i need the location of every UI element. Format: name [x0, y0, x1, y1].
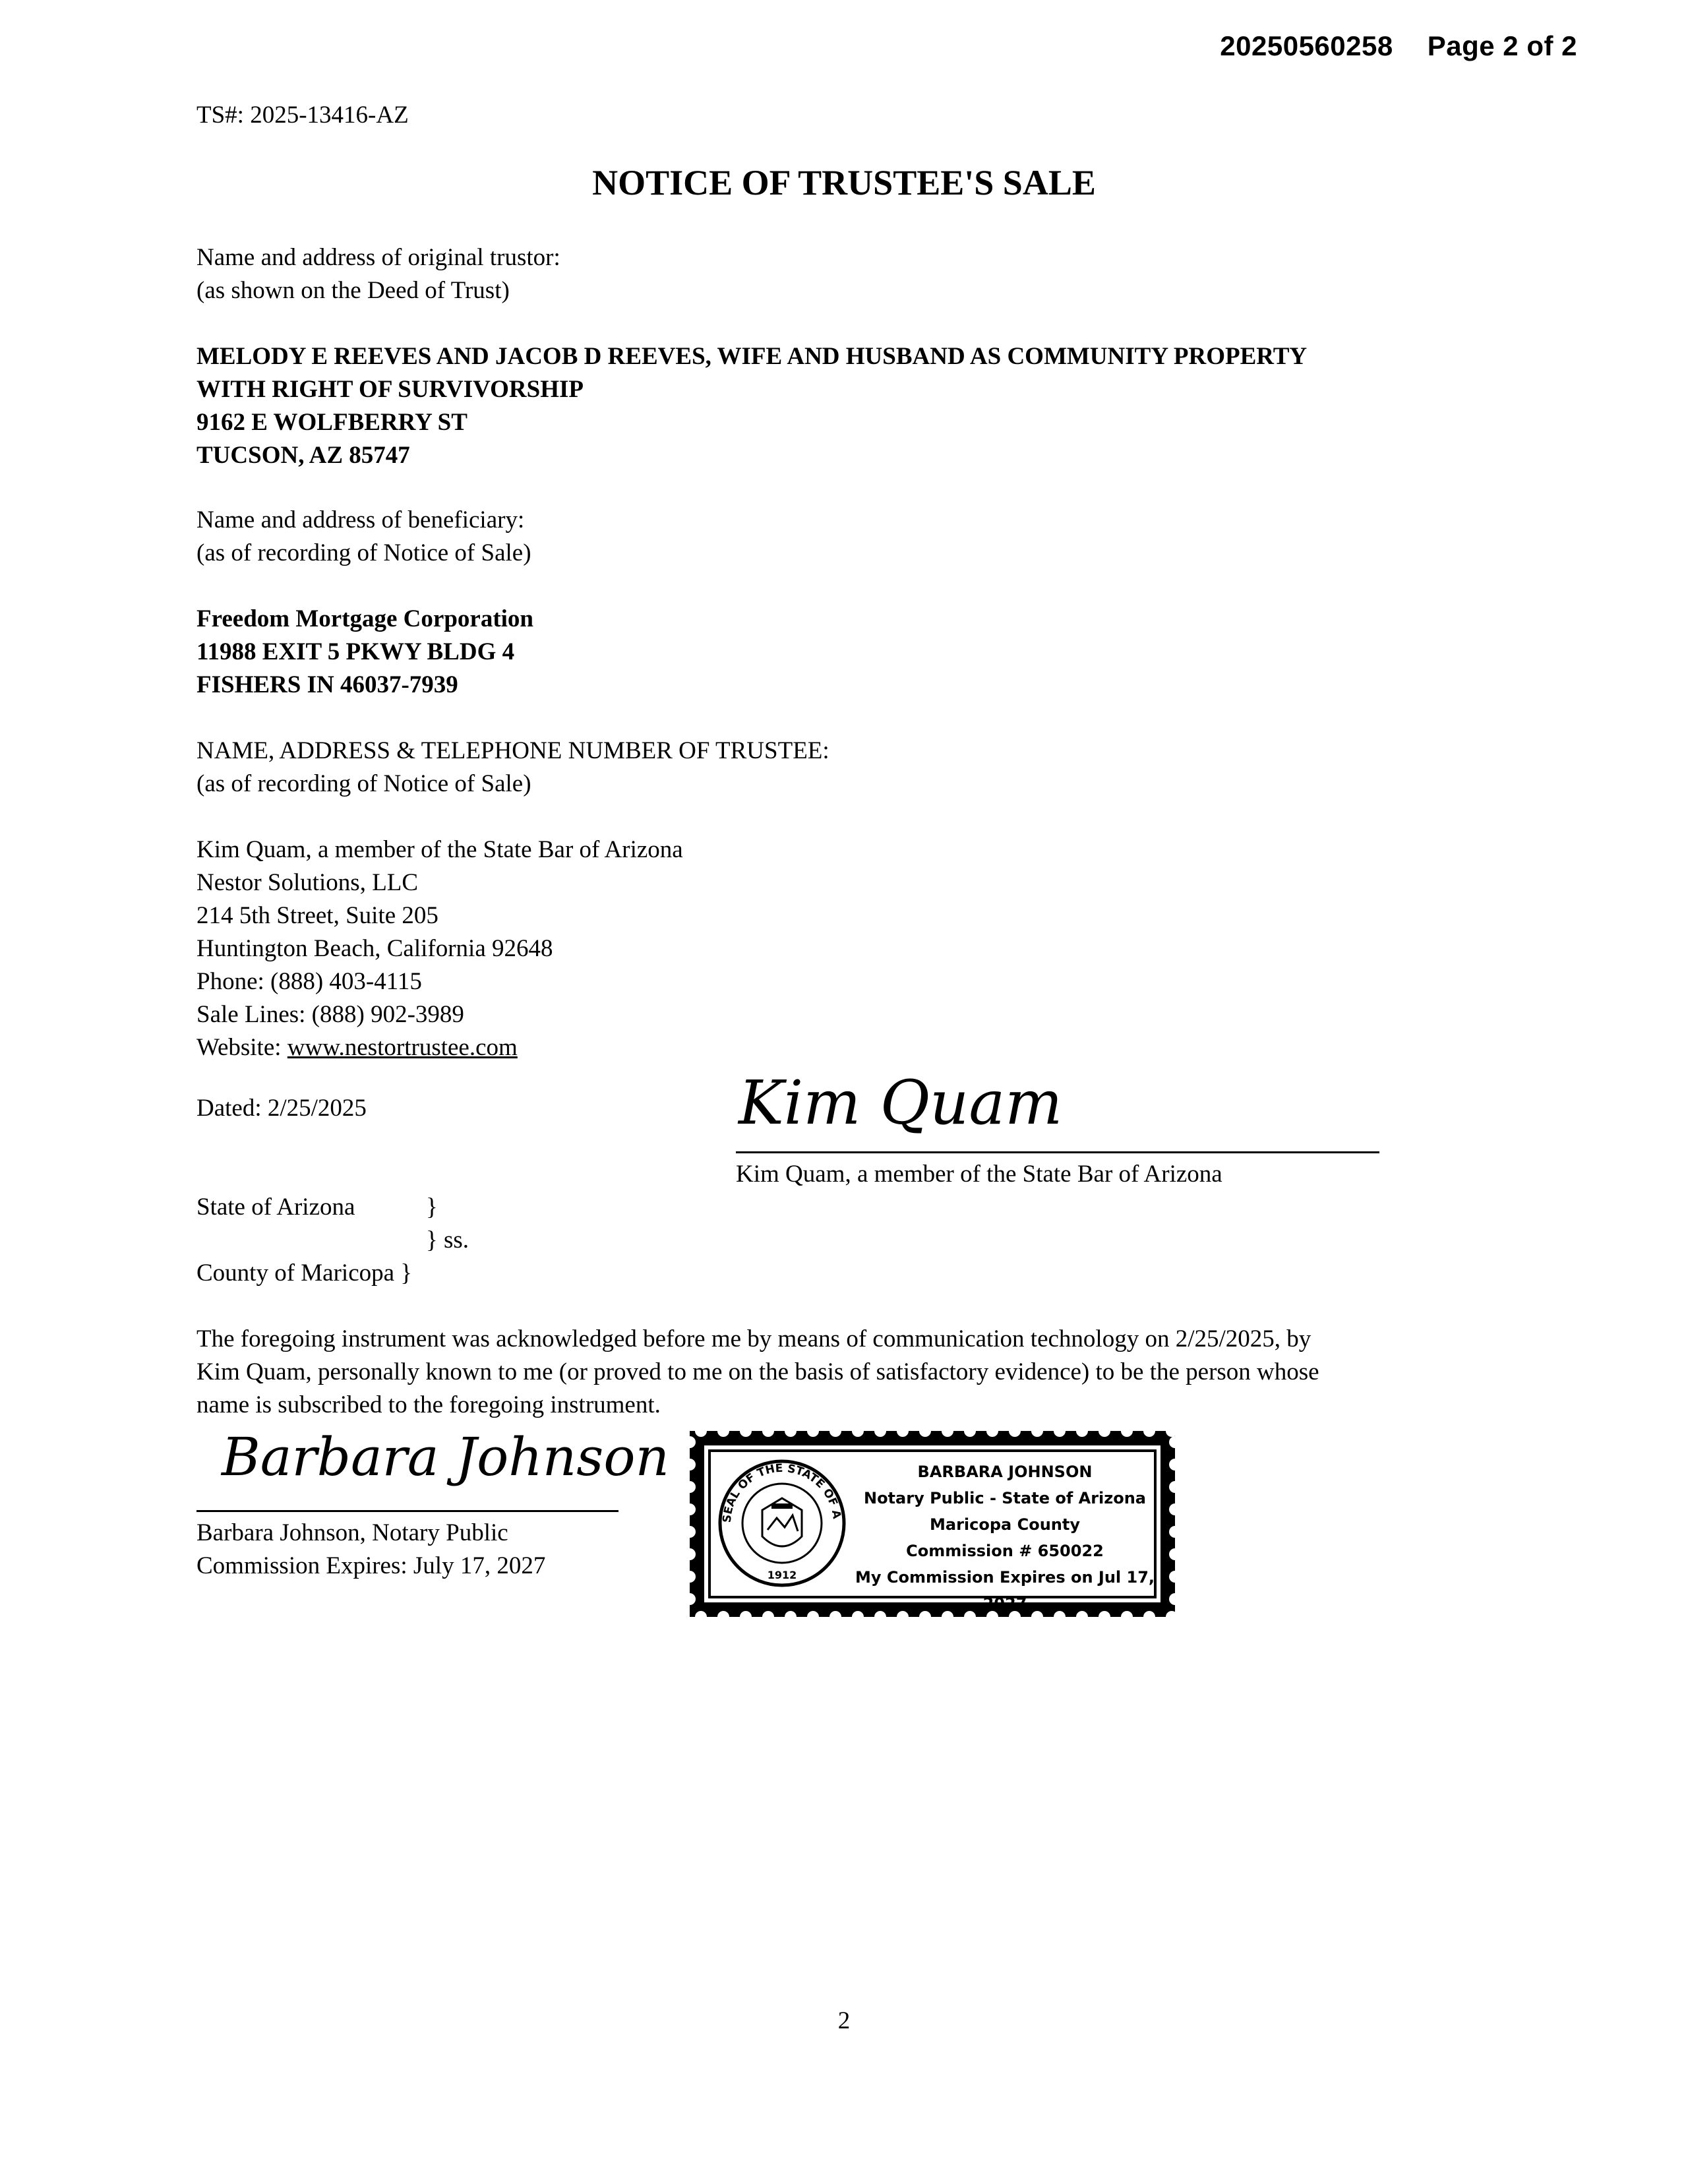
- trustee-line: Kim Quam, a member of the State Bar of Arizona: [196, 836, 683, 863]
- venue-brace: }: [426, 1194, 438, 1221]
- seal-year: 1912: [767, 1569, 797, 1581]
- notary-name-title: Barbara Johnson, Notary Public: [196, 1519, 508, 1546]
- stamp-notary-name: BARBARA JOHNSON: [917, 1463, 1093, 1481]
- ts-number: TS#: 2025-13416-AZ: [196, 102, 409, 129]
- trustor-line: 9162 E WOLFBERRY ST: [196, 409, 467, 436]
- venue-ss: } ss.: [426, 1227, 469, 1254]
- venue-state: State of Arizona: [196, 1194, 355, 1221]
- beneficiary-heading: Name and address of beneficiary:: [196, 506, 525, 533]
- stamp-notary-title: Notary Public - State of Arizona: [863, 1489, 1146, 1507]
- trustee-phone: Phone: (888) 403-4115: [196, 968, 422, 995]
- stamp-text: [847, 1459, 1163, 1617]
- acknowledgment-line: name is subscribed to the foregoing instrument.: [196, 1391, 661, 1418]
- trustee-signature-line: [736, 1151, 1379, 1153]
- beneficiary-subheading: (as of recording of Notice of Sale): [196, 539, 531, 566]
- beneficiary-line: FISHERS IN 46037-7939: [196, 671, 458, 698]
- trustee-sale-lines: Sale Lines: (888) 902-3989: [196, 1001, 464, 1028]
- page-label: Page 2 of 2: [1427, 30, 1577, 61]
- website-link[interactable]: www.nestortrustee.com: [287, 1034, 518, 1061]
- trustee-website: [196, 1031, 829, 1064]
- stamp-commission-expiry: My Commission Expires on Jul 17, 2027: [855, 1568, 1155, 1613]
- website-label: Website:: [196, 1034, 287, 1061]
- stamp-commission-number: Commission # 650022: [906, 1542, 1104, 1560]
- trustee-line: Nestor Solutions, LLC: [196, 869, 419, 896]
- dated-line: Dated: 2/25/2025: [196, 1095, 367, 1122]
- page-number: 2: [837, 2007, 851, 2034]
- recording-number: 20250560258: [1220, 30, 1393, 61]
- trustee-signature: Kim Quam: [738, 1068, 1063, 1138]
- beneficiary-line: Freedom Mortgage Corporation: [196, 605, 534, 632]
- trustee-line: 214 5th Street, Suite 205: [196, 902, 438, 929]
- acknowledgment-line: Kim Quam, personally known to me (or proved to me on the basis of satisfactory evidence) to be the person whose: [196, 1358, 1319, 1385]
- acknowledgment-line: The foregoing instrument was acknowledged before me by means of communication technology on 2/25/2025, by: [196, 1325, 1311, 1352]
- notary-signature-line: [196, 1510, 618, 1512]
- seal-graphic: [716, 1457, 848, 1589]
- trustee-subheading: (as of recording of Notice of Sale): [196, 770, 531, 797]
- venue-block: [196, 1191, 469, 1290]
- trustee-signature-caption: Kim Quam, a member of the State Bar of Arizona: [736, 1161, 1222, 1188]
- page-header: [1220, 30, 1577, 62]
- acknowledgment: [196, 1323, 1319, 1422]
- svg-text:GREAT SEAL OF THE STATE OF ARI: [716, 1457, 843, 1523]
- notary-caption: [196, 1517, 545, 1583]
- trustee-heading: NAME, ADDRESS & TELEPHONE NUMBER OF TRUSTEE:: [196, 737, 829, 764]
- beneficiary-line: 11988 EXIT 5 PKWY BLDG 4: [196, 638, 515, 665]
- trustor-heading: Name and address of original trustor:: [196, 244, 560, 271]
- trustee-line: Huntington Beach, California 92648: [196, 935, 553, 962]
- trustee-section: [196, 735, 829, 1064]
- state-seal: [716, 1457, 848, 1589]
- notary-stamp: [690, 1431, 1175, 1617]
- venue-county: County of Maricopa }: [196, 1259, 413, 1287]
- beneficiary-section: [196, 504, 533, 702]
- document-title: NOTICE OF TRUSTEE'S SALE: [592, 163, 1096, 202]
- notary-commission-expiry: Commission Expires: July 17, 2027: [196, 1552, 546, 1579]
- trustor-line: TUCSON, AZ 85747: [196, 442, 410, 469]
- notary-signature: Barbara Johnson: [222, 1426, 670, 1488]
- trustor-line: MELODY E REEVES AND JACOB D REEVES, WIFE AND HUSBAND AS COMMUNITY PROPERTY: [196, 343, 1308, 370]
- trustor-subheading: (as shown on the Deed of Trust): [196, 277, 510, 304]
- seal-text: SEAL OF THE STATE OF A: [720, 1461, 843, 1523]
- trustor-section: [196, 241, 1307, 472]
- trustor-line: WITH RIGHT OF SURVIVORSHIP: [196, 376, 584, 403]
- stamp-county: Maricopa County: [930, 1515, 1080, 1534]
